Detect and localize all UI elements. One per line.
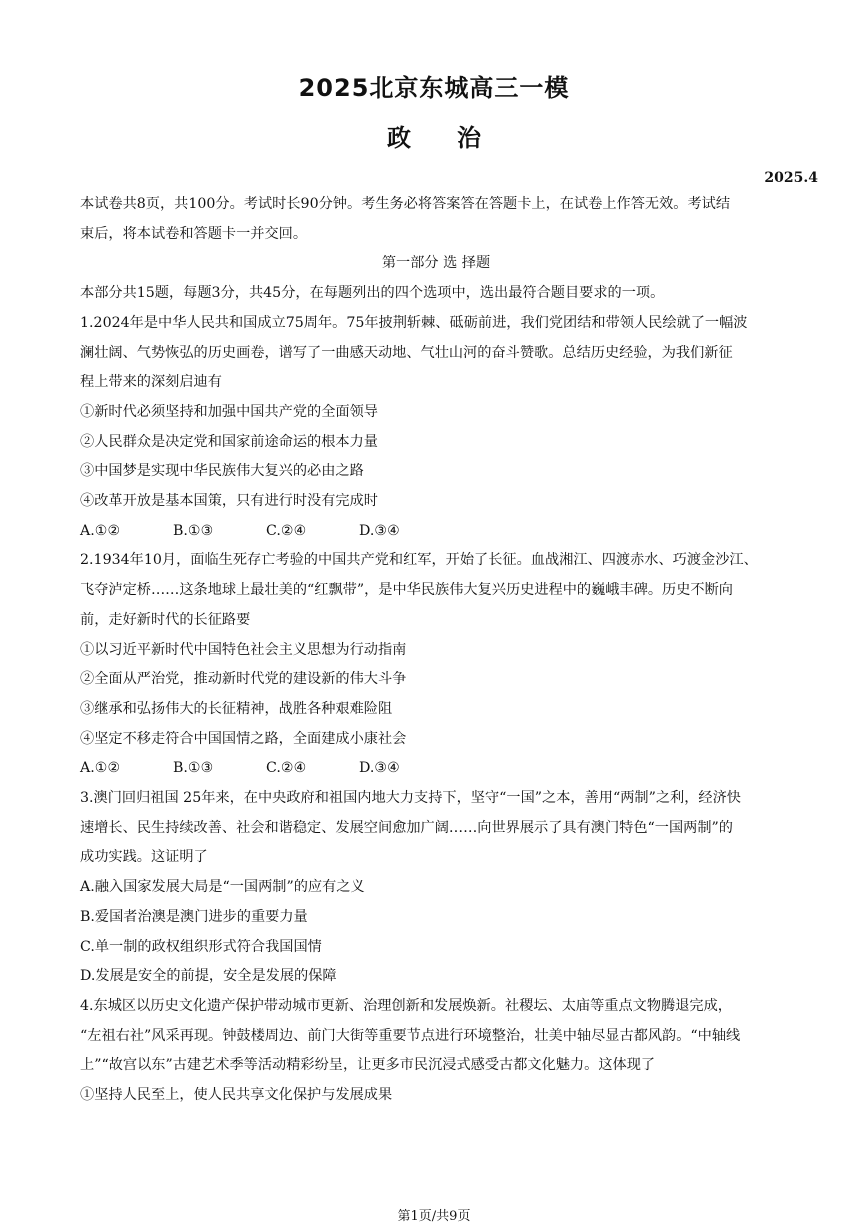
exam-date: 2025.4 (764, 170, 818, 186)
question-4 (80, 992, 792, 1111)
question-2 (80, 546, 792, 784)
question-stem-line: 程上带来的深刻启迪有 (80, 374, 222, 391)
statement: ③中国梦是实现中华民族伟大复兴的必由之路 (80, 463, 364, 480)
question-stem-line: 澜壮阔、气势恢弘的历史画卷，谱写了一曲感天动地、气壮山河的奋斗赞歌。总结历史经验，为我们新征 (80, 344, 733, 361)
question-stem-line: “左祖右社”风采再现。钟鼓楼周边、前门大街等重要节点进行环境整治，壮美中轴尽显古都风韵。“中轴线 (80, 1027, 741, 1044)
option-c: C.②④ (266, 760, 307, 777)
question-stem-line: 2.1934年10月，面临生死存亡考验的中国共产党和红军，开始了长征。血战湘江、四渡赤水、巧渡金沙江、 (80, 552, 758, 569)
question-stem-line: 1.2024年是中华人民共和国成立75周年。75年披荆斩棘、砥砺前进，我们党团结和带领人民绘就了一幅波 (80, 314, 748, 331)
option-b: B.①③ (173, 522, 214, 539)
option-b: B.①③ (173, 760, 214, 777)
question-stem-line: 飞夺泸定桥……这条地球上最壮美的“红飘带”，是中华民族伟大复兴历史进程中的巍峨丰碑。历史不断向 (80, 582, 733, 599)
subject-title: 政治 (387, 124, 527, 152)
statement: ②人民群众是决定党和国家前途命运的根本力量 (80, 433, 378, 450)
statement: ①以习近平新时代中国特色社会主义思想为行动指南 (80, 641, 407, 658)
choice-a: A.融入国家发展大局是“一国两制”的应有之义 (80, 879, 365, 896)
statement: ①坚持人民至上，使人民共享文化保护与发展成果 (80, 1087, 393, 1104)
answer-options (80, 517, 792, 547)
section-description: 本部分共15题，每题3分，共45分，在每题列出的四个选项中，选出最符合题目要求的一项。 (80, 285, 665, 302)
statement: ④坚定不移走符合中国国情之路，全面建成小康社会 (80, 730, 407, 747)
option-a: A.①② (80, 760, 121, 777)
question-stem-line: 前，走好新时代的长征路要 (80, 611, 251, 628)
option-d: D.③④ (359, 760, 400, 777)
choice-b: B.爱国者治澳是澳门进步的重要力量 (80, 908, 308, 925)
option-a: A.①② (80, 522, 121, 539)
question-1 (80, 309, 792, 547)
question-stem-line: 上”“故宫以东”古建艺术季等活动精彩纷呈，让更多市民沉浸式感受古都文化魅力。这体现了 (80, 1057, 656, 1074)
choice-c: C.单一制的政权组织形式符合我国国情 (80, 938, 322, 955)
option-c: C.②④ (266, 522, 307, 539)
question-stem-line: 成功实践。这证明了 (80, 849, 208, 866)
statement: ④改革开放是基本国策，只有进行时没有完成时 (80, 493, 378, 510)
question-stem-line: 4.东城区以历史文化遗产保护带动城市更新、治理创新和发展焕新。社稷坛、太庙等重点文物腾退完成， (80, 997, 732, 1014)
document-body (80, 190, 792, 1111)
instruction-line: 本试卷共8页，共100分。考试时长90分钟。考生务必将答案答在答题卡上，在试卷上作答无效。考试结 (80, 196, 731, 212)
statement: ③继承和弘扬伟大的长征精神，战胜各种艰难险阻 (80, 700, 393, 717)
answer-options (80, 754, 792, 784)
question-stem-line: 3.澳门回归祖国 25年来，在中央政府和祖国内地大力支持下，坚守“一国”之本，善用“两制”之利，经济快 (80, 790, 741, 807)
page-title: 2025北京东城高三一模 (298, 74, 570, 102)
statement: ①新时代必须坚持和加强中国共产党的全面领导 (80, 403, 378, 420)
statement: ②全面从严治党，推动新时代党的建设新的伟大斗争 (80, 671, 407, 688)
option-d: D.③④ (359, 522, 400, 539)
page-number: 第1页/共9页 (397, 1209, 471, 1224)
instruction-line: 束后，将本试卷和答题卡一并交回。 (80, 225, 308, 242)
question-3 (80, 784, 792, 992)
question-stem-line: 速增长、民生持续改善、社会和谐稳定、发展空间愈加广阔……向世界展示了具有澳门特色“一国两制”的 (80, 819, 733, 836)
choice-d: D.发展是安全的前提，安全是发展的保障 (80, 968, 337, 985)
section-title: 第一部分 选 择题 (381, 255, 491, 272)
